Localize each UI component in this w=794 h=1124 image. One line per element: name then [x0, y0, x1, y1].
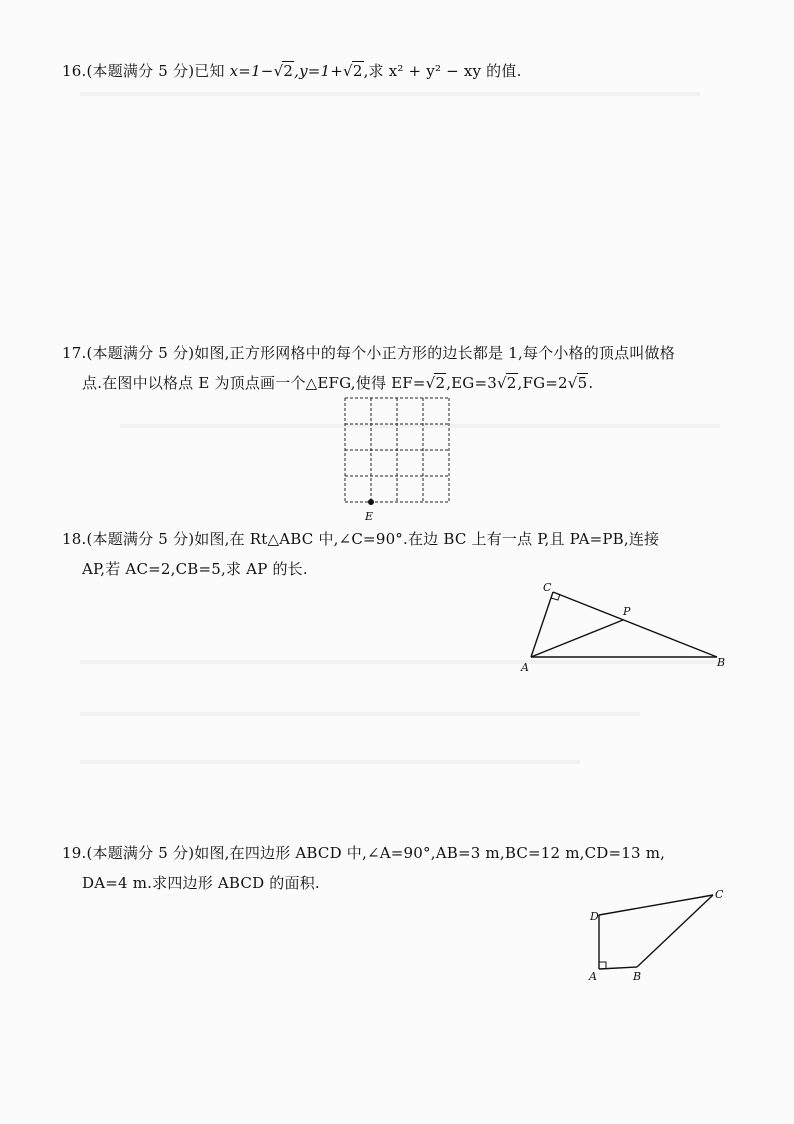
q16-x-sqrt: 2 — [283, 62, 294, 80]
q17-line2-c: ,FG=2 — [517, 374, 568, 392]
grid-label-e: E — [365, 510, 374, 523]
q16-text: 已知 — [194, 62, 230, 80]
label-p: P — [623, 605, 631, 618]
question-16: 16.(本题满分 5 分)已知 x=1−√2,y=1+√2,求 x² + y² − xy 的值. — [62, 62, 522, 80]
q16-x-expr: x=1− — [229, 62, 274, 80]
q17-eg-sqrt: 2 — [506, 374, 517, 392]
grid-point-e — [368, 499, 374, 505]
q17-line2-d: . — [588, 374, 594, 392]
q19-number: 19. — [62, 844, 87, 862]
q17-ef-sqrt: 2 — [435, 374, 446, 392]
q16-number: 16. — [62, 62, 87, 80]
q17-grid-lines — [345, 398, 449, 502]
q17-line1: 如图,正方形网格中的每个小正方形的边长都是 1,每个小格的顶点叫做格 — [194, 344, 675, 362]
q17-line2: 点.在图中以格点 E 为顶点画一个△EFG,使得 EF=√2,EG=3√2,FG=2√5. — [82, 374, 594, 392]
q16-ask: ,求 x² + y² − xy 的值. — [363, 62, 522, 80]
q17-line2-a: 点.在图中以格点 E 为顶点画一个△EFG,使得 EF= — [82, 374, 426, 392]
segment-ab — [599, 967, 637, 969]
question-17 — [62, 338, 742, 398]
q17-points: (本题满分 5 分) — [86, 344, 195, 362]
q17-line2-b: ,EG=3 — [446, 374, 497, 392]
label-a: A — [589, 970, 597, 983]
question-18 — [62, 524, 742, 584]
q17-number: 17. — [62, 344, 87, 362]
segment-ca — [531, 592, 553, 657]
q19-line1: 如图,在四边形 ABCD 中,∠A=90°,AB=3 m,BC=12 m,CD=13 m, — [194, 844, 666, 862]
label-b: B — [633, 970, 642, 983]
q16-y-expr: ,y=1+ — [294, 62, 344, 80]
q17-fg-sqrt: 5 — [577, 374, 588, 392]
label-c: C — [715, 888, 724, 901]
q19-line2: DA=4 m.求四边形 ABCD 的面积. — [82, 874, 320, 892]
right-angle-mark-a — [599, 962, 606, 969]
label-d: D — [590, 910, 599, 923]
bleed-through-mark — [80, 92, 700, 96]
q18-points: (本题满分 5 分) — [86, 530, 195, 548]
label-b: B — [717, 656, 726, 669]
q18-triangle-figure — [515, 578, 730, 673]
q16-y-sqrt: 2 — [352, 62, 363, 80]
label-c: C — [543, 581, 552, 594]
bleed-through-mark — [80, 660, 720, 664]
bleed-through-mark — [120, 424, 720, 428]
label-a: A — [521, 661, 529, 674]
q18-line1: 如图,在 Rt△ABC 中,∠C=90°.在边 BC 上有一点 P,且 PA=PB,连接 — [194, 530, 660, 548]
q19-quadrilateral-figure — [585, 885, 725, 985]
q18-number: 18. — [62, 530, 87, 548]
q18-line2: AP,若 AC=2,CB=5,求 AP 的长. — [82, 560, 308, 578]
bleed-through-mark — [80, 760, 580, 764]
q17-grid-figure — [343, 396, 451, 526]
q19-points: (本题满分 5 分) — [86, 844, 195, 862]
segment-cb — [553, 592, 717, 657]
q16-points: (本题满分 5 分) — [86, 62, 195, 80]
segment-ap — [531, 620, 623, 657]
bleed-through-mark — [80, 712, 640, 716]
